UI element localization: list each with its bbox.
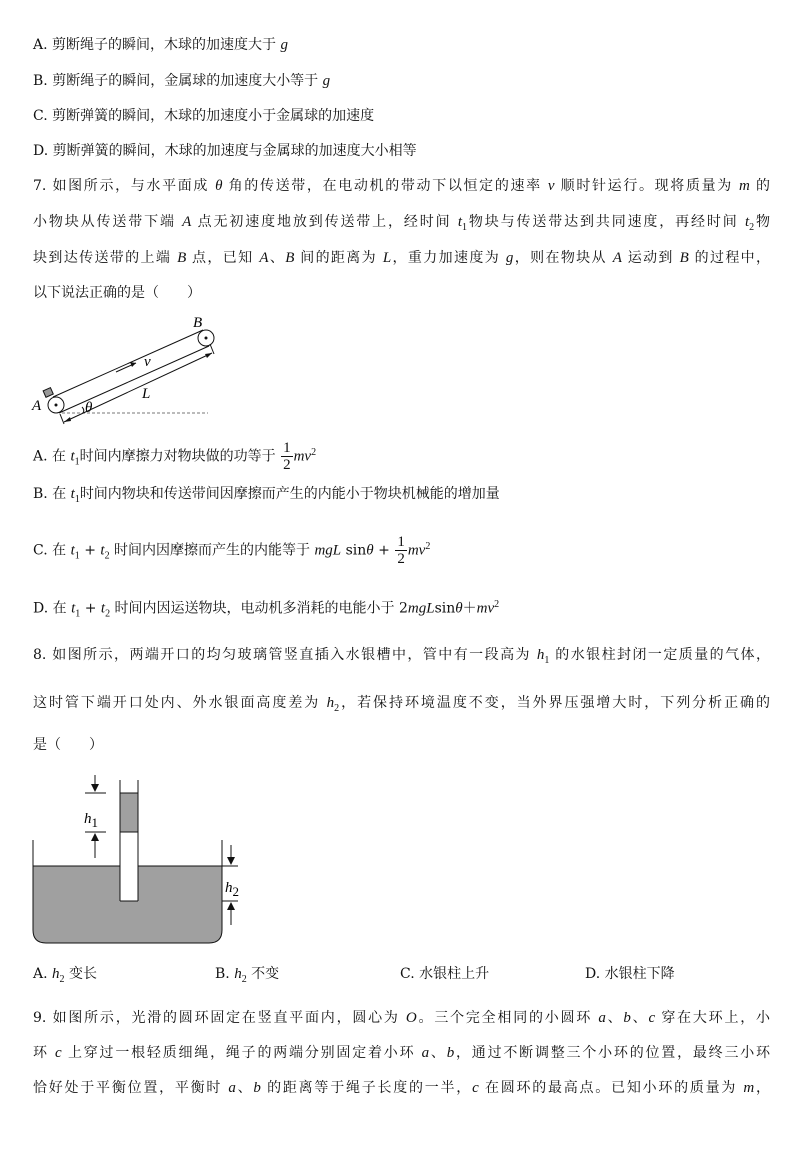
text-segment: 物 xyxy=(754,214,771,230)
subscript: 1 xyxy=(462,221,468,233)
math-variable: b xyxy=(446,1045,455,1061)
math-variable: g xyxy=(505,250,514,266)
q8-option-b xyxy=(215,963,279,985)
text-segment: 时间内物块和传送带间因摩擦而产生的内能小于物块机械能的增加量 xyxy=(79,486,500,502)
text-segment: B. 剪断绳子的瞬间，金属球的加速度大小等于 xyxy=(33,73,323,89)
text-segment: sin xyxy=(434,600,456,617)
math-variable: mgL xyxy=(314,542,342,559)
subscript: 1 xyxy=(75,608,81,620)
label-l: L xyxy=(142,386,151,402)
q9-stem-line xyxy=(33,1043,770,1063)
text-segment: 变长 xyxy=(64,966,97,982)
text-segment: 环 xyxy=(33,1045,56,1061)
subscript: 2 xyxy=(749,221,755,233)
q8-option-a xyxy=(33,963,97,985)
text-segment: 、 xyxy=(605,1010,624,1026)
text-segment: 是（ ） xyxy=(33,737,103,753)
label-h2: h2 xyxy=(225,880,239,899)
subscript: 2 xyxy=(105,608,111,620)
math-variable: A xyxy=(612,250,622,266)
text-segment: ，通过不断调整三个小环的位置，最终三小环 xyxy=(454,1045,771,1061)
text-segment: ，若保持环境温度不变，当外界压强增大时，下列分析正确的 xyxy=(339,695,771,711)
subscript: 2 xyxy=(104,550,110,562)
label-a: A xyxy=(32,398,42,414)
math-variable: A xyxy=(182,214,192,230)
math-variable: g xyxy=(322,73,331,89)
math-variable: O xyxy=(405,1010,417,1026)
text-segment: A. 在 xyxy=(33,448,71,465)
math-variable: h xyxy=(326,695,335,711)
fraction: $\frac{1}{2}$ xyxy=(283,440,291,473)
superscript: 2 xyxy=(494,599,500,610)
math-variable: t xyxy=(457,214,463,230)
text-segment: + xyxy=(80,600,101,617)
math-variable: g xyxy=(280,37,288,53)
text-segment: 顺时针运行。现将质量为 xyxy=(554,178,740,194)
math-variable: t xyxy=(70,448,75,465)
text-segment: + xyxy=(79,542,101,559)
text-segment: D. 在 xyxy=(33,600,72,617)
math-variable: b xyxy=(253,1080,261,1096)
text-segment: ，重力加速度为 xyxy=(391,250,506,266)
math-variable: a xyxy=(421,1045,430,1061)
text-segment: 7. 如图所示，与水平面成 xyxy=(33,178,216,194)
q8-option-c xyxy=(400,963,489,983)
math-variable: mv xyxy=(407,542,426,559)
superscript: 2 xyxy=(425,540,431,552)
text-segment: ，则在物块从 xyxy=(513,250,613,266)
math-variable: L xyxy=(382,250,392,266)
math-variable: m xyxy=(739,178,750,194)
text-segment: 的 xyxy=(749,178,770,194)
text-segment: 点无初速度地放到传送带上，经时间 xyxy=(191,214,458,230)
text-segment: 。三个完全相同的小圆环 xyxy=(416,1010,599,1026)
math-variable: t xyxy=(70,486,75,502)
fraction: $\frac{1}{2}$ xyxy=(397,534,405,567)
label-v: v xyxy=(144,354,151,370)
q9-stem-line xyxy=(33,1008,770,1028)
text-segment: 在圆环的最高点。已知小环的质量为 xyxy=(478,1080,744,1096)
text-segment: 9. 如图所示，光滑的圆环固定在竖直平面内，圆心为 xyxy=(33,1010,406,1026)
math-variable: c xyxy=(648,1010,656,1026)
text-segment: 恰好处于平衡位置，平衡时 xyxy=(33,1080,229,1096)
mercury-tube-figure xyxy=(0,0,260,960)
math-variable: B xyxy=(285,250,295,266)
text-segment: 8. 如图所示，两端开口的均匀玻璃管竖直插入水银槽中，管中有一段高为 xyxy=(33,647,537,663)
math-variable: θ xyxy=(455,600,463,617)
math-variable: B xyxy=(679,250,689,266)
label-b: B xyxy=(193,315,203,331)
mercury-column xyxy=(120,793,138,832)
text-segment: 时间内摩擦力对物块做的功等于 xyxy=(79,448,281,465)
text-segment: C. 水银柱上升 xyxy=(400,966,490,982)
math-variable: t xyxy=(70,542,75,559)
text-segment: D. 剪断弹簧的瞬间，木球的加速度与金属球的加速度大小相等 xyxy=(33,143,417,159)
text-segment: 穿在大环上，小 xyxy=(655,1010,771,1026)
math-variable: B xyxy=(177,250,187,266)
math-variable: c xyxy=(55,1045,62,1061)
subscript: 1 xyxy=(74,456,80,468)
text-segment: + xyxy=(373,542,395,559)
text-segment: 小物块从传送带下端 xyxy=(33,214,183,230)
text-segment: 间的距离为 xyxy=(294,250,383,266)
text-segment: 以下说法正确的是（ ） xyxy=(33,285,201,301)
math-variable: mgL xyxy=(407,600,435,617)
text-segment: 上穿过一根轻质细绳，绳子的两端分别固定着小环 xyxy=(61,1045,422,1061)
text-segment: 块到达传送带的上端 xyxy=(33,250,178,266)
text-segment: 时间内因运送物块，电动机多消耗的电能小于 2 xyxy=(110,600,408,617)
text-segment: 物块与传送带达到共同速度，再经时间 xyxy=(467,214,745,230)
text-segment: 、 xyxy=(268,250,286,266)
math-variable: c xyxy=(472,1080,479,1096)
text-segment: 点，已知 xyxy=(186,250,260,266)
text-segment: 、 xyxy=(429,1045,447,1061)
text-segment: A. xyxy=(33,966,53,982)
math-variable: a xyxy=(228,1080,236,1096)
subscript: 1 xyxy=(74,493,80,505)
text-segment: A. 剪断绳子的瞬间，木球的加速度大于 xyxy=(33,37,281,53)
text-segment: B. xyxy=(215,966,235,982)
math-variable: mv xyxy=(476,600,495,617)
text-segment: C. 剪断弹簧的瞬间，木球的加速度小于金属球的加速度 xyxy=(33,108,375,124)
math-variable: t xyxy=(71,600,76,617)
math-variable: v xyxy=(547,178,555,194)
math-variable: a xyxy=(598,1010,606,1026)
text-segment: D. 水银柱下降 xyxy=(585,966,675,982)
math-variable: A xyxy=(259,250,269,266)
subscript: 2 xyxy=(334,702,340,714)
superscript: 2 xyxy=(311,446,317,458)
math-variable: t xyxy=(744,214,750,230)
math-variable: θ xyxy=(215,178,223,194)
text-segment: ＋ xyxy=(462,600,477,617)
text-segment: 的过程中， xyxy=(688,250,771,266)
text-segment: 运动到 xyxy=(621,250,680,266)
subscript: 2 xyxy=(241,973,247,985)
math-variable: h xyxy=(234,966,242,982)
subscript: 1 xyxy=(544,654,550,666)
text-segment: 这时管下端开口处内、外水银面高度差为 xyxy=(33,695,327,711)
math-variable: h xyxy=(536,647,545,663)
q8-option-d xyxy=(585,963,675,983)
math-variable: h xyxy=(52,966,60,982)
subscript: 1 xyxy=(74,550,80,562)
math-variable: b xyxy=(623,1010,631,1026)
text-segment: 的距离等于绳子长度的一半， xyxy=(260,1080,473,1096)
text-segment: 时间内因摩擦而产生的内能等于 xyxy=(109,542,315,559)
math-variable: m xyxy=(743,1080,755,1096)
label-theta: θ xyxy=(85,400,93,416)
label-h1: h1 xyxy=(84,811,98,830)
text-segment: 、 xyxy=(235,1080,254,1096)
text-segment: sin xyxy=(341,542,367,559)
text-segment: 不变 xyxy=(246,966,280,982)
subscript: 2 xyxy=(59,973,65,985)
math-variable: t xyxy=(100,542,105,559)
text-segment: 角的传送带，在电动机的带动下以恒定的速率 xyxy=(222,178,548,194)
math-variable: mv xyxy=(293,448,312,465)
q9-stem-line xyxy=(33,1078,770,1098)
math-variable: θ xyxy=(366,542,374,559)
text-segment: B. 在 xyxy=(33,486,71,502)
text-segment: ， xyxy=(754,1080,771,1096)
math-variable: t xyxy=(100,600,106,617)
text-segment: 的水银柱封闭一定质量的气体， xyxy=(549,647,770,663)
text-segment: C. 在 xyxy=(33,542,71,559)
text-segment: 、 xyxy=(630,1010,649,1026)
